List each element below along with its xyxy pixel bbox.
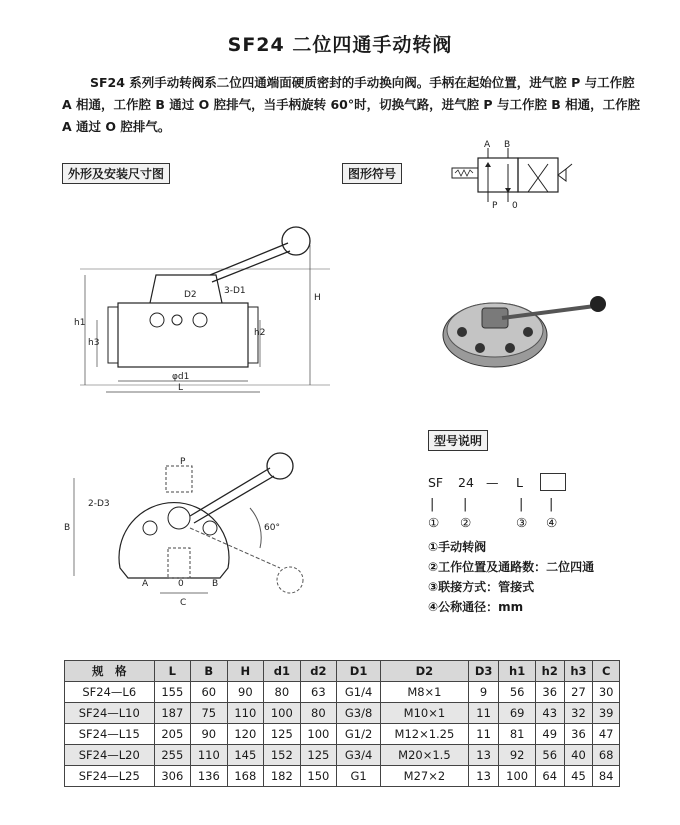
top-view-drawing xyxy=(60,448,320,628)
label-port-a: A xyxy=(142,579,149,589)
table-row xyxy=(65,724,620,745)
code-part-sf: SF xyxy=(428,475,444,490)
table-cell: G1/4 xyxy=(337,682,381,703)
table-header-cell: D1 xyxy=(337,661,381,682)
legend-3: ③联接方式：管接式 xyxy=(428,580,535,594)
table-cell: 11 xyxy=(468,724,499,745)
table-header-cell: C xyxy=(593,661,620,682)
table-cell: 205 xyxy=(154,724,191,745)
table-cell: M27×2 xyxy=(381,766,469,787)
table-cell: 49 xyxy=(535,724,564,745)
table-cell: 120 xyxy=(227,724,264,745)
table-cell: 110 xyxy=(191,745,228,766)
intro-paragraph: SF24 系列手动转阀系二位四通端面硬质密封的手动换向阀。手柄在起始位置，进气腔 P 与工作腔 A 相通，工作腔 B 通过 O 腔排气，当手柄旋转 60°时，切换气路，进气腔 P 与工作腔 B 相通，工作腔 A 通过 O 腔排气。 xyxy=(62,75,641,134)
table-cell: 45 xyxy=(564,766,593,787)
table-header-cell: h3 xyxy=(564,661,593,682)
table-cell: 13 xyxy=(468,766,499,787)
legend-4: ④公称通径：mm xyxy=(428,600,524,614)
table-cell: 47 xyxy=(593,724,620,745)
table-cell: 84 xyxy=(593,766,620,787)
table-cell: G3/4 xyxy=(337,745,381,766)
code-part-24: 24 xyxy=(458,475,474,490)
table-cell: 32 xyxy=(564,703,593,724)
table-body xyxy=(65,682,620,787)
table-row xyxy=(65,703,620,724)
table-cell: SF24—L20 xyxy=(65,745,155,766)
code-num-2: ② xyxy=(460,515,472,530)
symbol-label-p: P xyxy=(492,201,498,211)
table-cell: 100 xyxy=(300,724,337,745)
label-h2: h2 xyxy=(254,328,266,338)
table-cell: 69 xyxy=(499,703,536,724)
table-header-cell: h1 xyxy=(499,661,536,682)
table-cell: 80 xyxy=(300,703,337,724)
table-cell: 56 xyxy=(499,682,536,703)
table-header-cell: 规 格 xyxy=(65,661,155,682)
table-cell: 64 xyxy=(535,766,564,787)
table-cell: 9 xyxy=(468,682,499,703)
front-view-drawing xyxy=(60,185,340,400)
table-cell: 125 xyxy=(264,724,301,745)
table-header-cell: h2 xyxy=(535,661,564,682)
table-row xyxy=(65,766,620,787)
table-cell: 110 xyxy=(227,703,264,724)
legend-1: ①手动转阀 xyxy=(428,540,487,554)
table-cell: 150 xyxy=(300,766,337,787)
table-cell: 100 xyxy=(264,703,301,724)
tag-dimensions: 外形及安装尺寸图 xyxy=(62,163,170,184)
tag-model: 型号说明 xyxy=(428,430,488,451)
table-row xyxy=(65,745,620,766)
symbol-label-a: A xyxy=(484,140,491,150)
table-cell: 75 xyxy=(191,703,228,724)
product-photo xyxy=(440,290,620,380)
table-cell: G1/2 xyxy=(337,724,381,745)
label-h3: h3 xyxy=(88,338,100,348)
tag-symbol: 图形符号 xyxy=(342,163,402,184)
legend-2: ②工作位置及通路数：二位四通 xyxy=(428,560,595,574)
model-code: SF 24 — L | | | | ① ② ③ ④ ①手动转阀 ②工作位置及通路数：二位四通 ③联接方式：管接式 ④公称通径：mm xyxy=(428,475,658,617)
label-port-b: B xyxy=(212,579,219,589)
table-header-cell: D3 xyxy=(468,661,499,682)
table-header-cell: d1 xyxy=(264,661,301,682)
table-cell: 168 xyxy=(227,766,264,787)
table-cell: 40 xyxy=(564,745,593,766)
table-cell: 182 xyxy=(264,766,301,787)
label-d2: D2 xyxy=(184,290,197,300)
table-header-cell: H xyxy=(227,661,264,682)
table-cell: 90 xyxy=(191,724,228,745)
table-cell: 81 xyxy=(499,724,536,745)
label-angle: 60° xyxy=(264,523,280,533)
code-part-l: L xyxy=(516,475,523,490)
table-cell: 255 xyxy=(154,745,191,766)
table-cell: 145 xyxy=(227,745,264,766)
graphic-symbol xyxy=(452,140,582,210)
spec-table xyxy=(64,660,620,787)
table-cell: 13 xyxy=(468,745,499,766)
table-cell: 68 xyxy=(593,745,620,766)
label-port-p: P xyxy=(180,457,186,467)
label-phi-d1: φd1 xyxy=(172,372,190,382)
table-header-cell: D2 xyxy=(381,661,469,682)
table-cell: 36 xyxy=(564,724,593,745)
table-cell: 11 xyxy=(468,703,499,724)
code-part-dash: — xyxy=(486,475,499,490)
table-cell: 63 xyxy=(300,682,337,703)
table-header-cell: B xyxy=(191,661,228,682)
label-3d1: 3-D1 xyxy=(224,286,246,296)
label-2d3: 2-D3 xyxy=(88,499,110,509)
table-cell: G3/8 xyxy=(337,703,381,724)
table-cell: SF24—L6 xyxy=(65,682,155,703)
label-b-dim: B xyxy=(64,523,71,533)
table-cell: 56 xyxy=(535,745,564,766)
code-num-3: ③ xyxy=(516,515,528,530)
label-h1: h1 xyxy=(74,318,86,328)
table-cell: 187 xyxy=(154,703,191,724)
table-cell: 90 xyxy=(227,682,264,703)
table-cell: SF24—L25 xyxy=(65,766,155,787)
table-cell: SF24—L15 xyxy=(65,724,155,745)
table-cell: 125 xyxy=(300,745,337,766)
label-port-o: 0 xyxy=(178,579,184,589)
label-c: C xyxy=(180,598,187,608)
table-cell: 43 xyxy=(535,703,564,724)
table-cell: 60 xyxy=(191,682,228,703)
code-size-box xyxy=(540,473,566,491)
table-cell: 27 xyxy=(564,682,593,703)
table-row xyxy=(65,682,620,703)
table-cell: 100 xyxy=(499,766,536,787)
code-num-4: ④ xyxy=(546,515,558,530)
code-num-1: ① xyxy=(428,515,440,530)
table-cell: 136 xyxy=(191,766,228,787)
table-cell: M10×1 xyxy=(381,703,469,724)
table-cell: 36 xyxy=(535,682,564,703)
table-header-cell: d2 xyxy=(300,661,337,682)
table-cell: 30 xyxy=(593,682,620,703)
table-cell: G1 xyxy=(337,766,381,787)
table-cell: 80 xyxy=(264,682,301,703)
table-cell: 92 xyxy=(499,745,536,766)
table-cell: 306 xyxy=(154,766,191,787)
page-title: SF24 二位四通手动转阀 xyxy=(227,34,453,56)
table-cell: M12×1.25 xyxy=(381,724,469,745)
label-l: L xyxy=(178,383,184,393)
table-cell: 152 xyxy=(264,745,301,766)
table-cell: M8×1 xyxy=(381,682,469,703)
table-cell: 39 xyxy=(593,703,620,724)
table-cell: SF24—L10 xyxy=(65,703,155,724)
table-cell: M20×1.5 xyxy=(381,745,469,766)
symbol-label-o: 0 xyxy=(512,201,518,211)
symbol-label-b: B xyxy=(504,140,511,150)
table-cell: 155 xyxy=(154,682,191,703)
table-header-row xyxy=(65,661,620,682)
label-h: H xyxy=(314,293,321,303)
table-header-cell: L xyxy=(154,661,191,682)
